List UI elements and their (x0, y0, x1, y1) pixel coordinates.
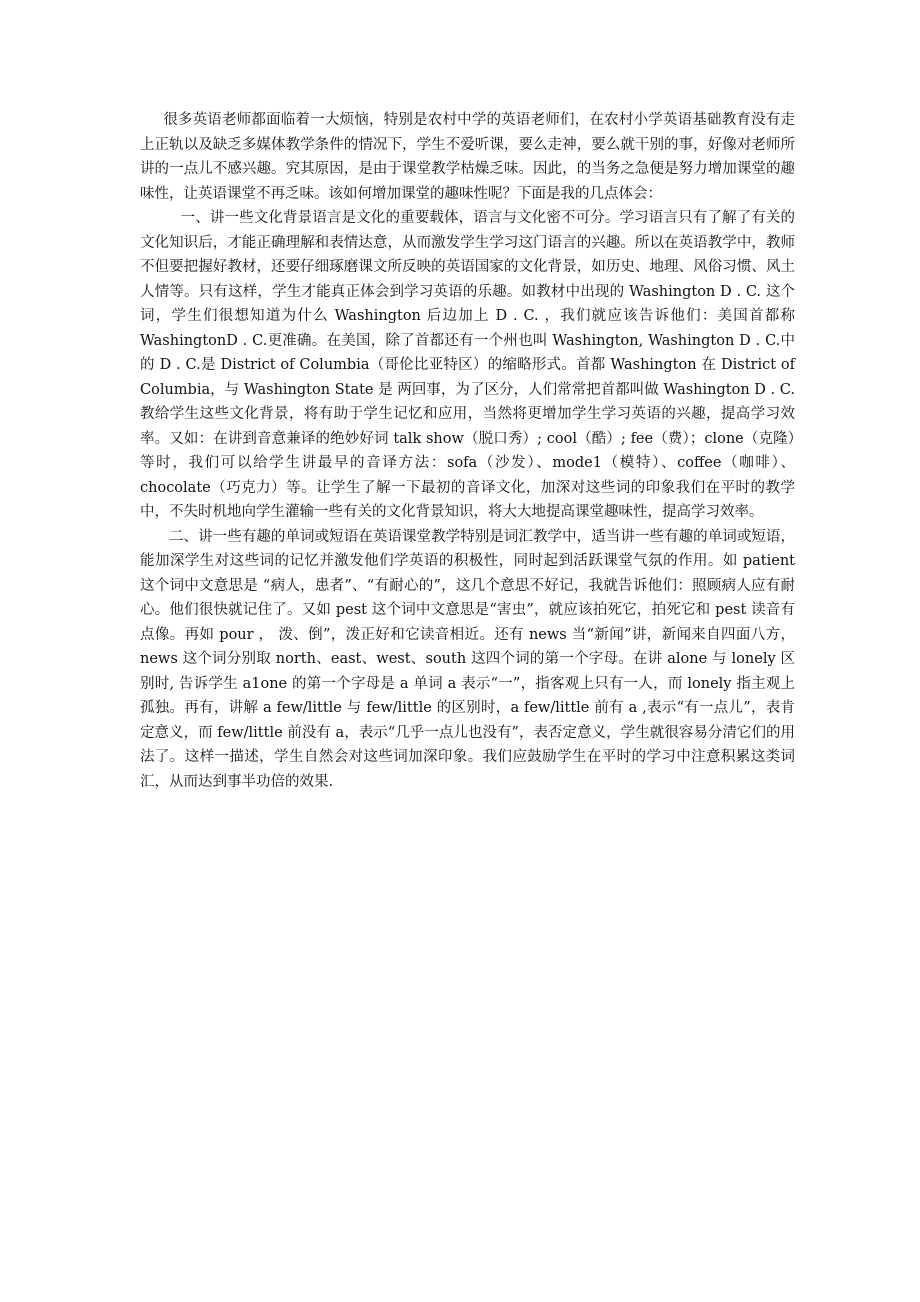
intro-paragraph: 很多英语老师都面临着一大烦恼，特别是农村中学的英语老师们，在农村小学英语基础教育没有走上正轨以及缺乏多媒体教学条件的情况下，学生不爱听课，要么走神，要么就干别的事，好像对老师所讲的一点儿不感兴趣。究其原因，是由于课堂教学枯燥乏味。因此，的当务之急便是努力增加课堂的趣味性，让英语课堂不再乏味。该如何增加课堂的趣味性呢？下面是我的几点体会： (140, 112, 795, 202)
section-one-paragraph: 一、讲一些文化背景语言是文化的重要载体，语言与文化密不可分。学习语言只有了解了有关的文化知识后，才能正确理解和表情达意，从而激发学生学习这门语言的兴趣。所以在英语教学中，教师不但要把握好教材，还要仔细琢磨课文所反映的英语国家的文化背景，如历史、地理、风俗习惯、风土人情等。只有这样，学生才能真正体会到学习英语的乐趣。如教材中出现的 Washington D . C. 这个词，学生们很想知道为什么 Washington 后边加上 D . C. ，我们就应该告诉他们：美国首都称 WashingtonD . C.更准确。在美国，除了首都还有一个州也叫 Washington, Washington D . C.中的 D . C.是 District of Columbia（哥伦比亚特区）的缩略形式。首都 Washington 在 District of Columbia，与 Washington State 是 两回事，为了区分，人们常常把首都叫做 Washington D . C. 教给学生这些文化背景，将有助于学生记忆和应用，当然将更增加学生学习英语的兴趣，提高学习效率。又如：在讲到音意兼译的绝妙好词 talk show（脱口秀）; cool（酷）; fee（费）；clone（克隆）等时，我们可以给学生讲最早的音译方法：sofa（沙发）、mode1（模特）、coffee（咖啡）、chocolate（巧克力）等。让学生了解一下最初的音译文化，加深对这些词的印象我们在平时的教学中，不失时机地向学生灌输一些有关的文化背景知识，将大大地提高课堂趣味性，提高学习效率。 (140, 210, 795, 520)
document-body (140, 108, 795, 794)
section-two-paragraph: 二、讲一些有趣的单词或短语在英语课堂教学特别是词汇教学中，适当讲一些有趣的单词或短语，能加深学生对这些词的记忆并激发他们学英语的积极性，同时起到活跃课堂气氛的作用。如 patient 这个词中文意思是 “病人，患者”、“有耐心的”，这几个意思不好记，我就告诉他们：照顾病人应有耐心。他们很快就记住了。又如 pest 这个词中文意思是“害虫”，就应该拍死它，拍死它和 pest 读音有点像。再如 pour ， 泼、倒”，泼正好和它读音相近。还有 news 当“新闻”讲，新闻来自四面八方，news 这个词分别取 north、east、west、south 这四个词的第一个字母。在讲 alone 与 lonely 区别时, 告诉学生 a1one 的第一个字母是 a 单词 a 表示“一”，指客观上只有一人，而 lonely 指主观上孤独。再有，讲解 a few/little 与 few/little 的区别时，a few/little 前有 a ,表示“有一点儿”，表肯定意义，而 few/little 前没有 a，表示“几乎一点儿也没有”，表否定意义，学生就很容易分清它们的用法了。这样一描述，学生自然会对这些词加深印象。我们应鼓励学生在平时的学习中注意积累这类词汇，从而达到事半功倍的效果. (140, 528, 795, 790)
